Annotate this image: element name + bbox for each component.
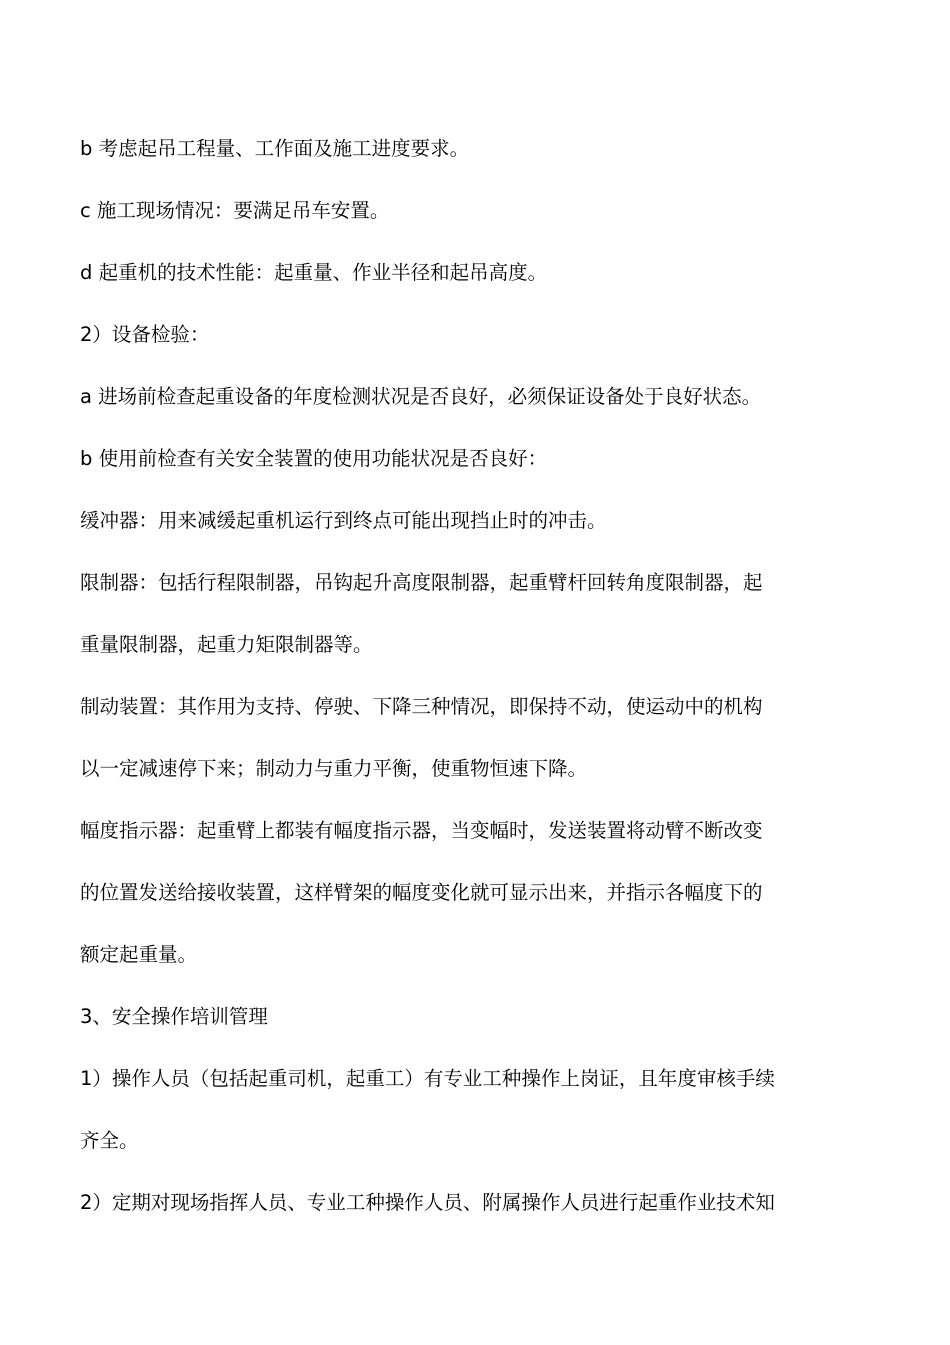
- text-line-indicator-2: 的位置发送给接收装置，这样臂架的幅度变化就可显示出来，并指示各幅度下的: [80, 881, 763, 904]
- text-line-1: b 考虑起吊工程量、工作面及施工进度要求。: [80, 137, 470, 160]
- text-line-training: 2）定期对现场指挥人员、专业工种操作人员、附属操作人员进行起重作业技术知: [80, 1191, 775, 1214]
- text-line-operators-2: 齐全。: [80, 1129, 139, 1152]
- section-heading-equipment-inspection: 2）设备检验：: [80, 323, 210, 346]
- text-line-operators-1: 1）操作人员（包括起重司机，起重工）有专业工种操作上岗证，且年度审核手续: [80, 1067, 775, 1090]
- text-line-indicator-3: 额定起重量。: [80, 943, 198, 966]
- text-line-6: b 使用前检查有关安全装置的使用功能状况是否良好：: [80, 447, 548, 470]
- text-line-5: a 进场前检查起重设备的年度检测状况是否良好，必须保证设备处于良好状态。: [80, 385, 762, 408]
- text-line-indicator-1: 幅度指示器：起重臂上都装有幅度指示器，当变幅时，发送装置将动臂不断改变: [80, 819, 763, 842]
- text-line-limiter-2: 重量限制器，起重力矩限制器等。: [80, 633, 373, 656]
- text-line-3: d 起重机的技术性能：起重量、作业半径和起吊高度。: [80, 261, 548, 284]
- text-line-2: c 施工现场情况：要满足吊车安置。: [80, 199, 390, 222]
- section-heading-safety-training: 3、安全操作培训管理: [80, 1005, 268, 1028]
- text-line-limiter-1: 限制器：包括行程限制器，吊钩起升高度限制器，起重臂杆回转角度限制器，起: [80, 571, 763, 594]
- text-line-brake-2: 以一定减速停下来；制动力与重力平衡，使重物恒速下降。: [80, 757, 588, 780]
- text-line-buffer: 缓冲器：用来减缓起重机运行到终点可能出现挡止时的冲击。: [80, 509, 607, 532]
- text-line-brake-1: 制动装置：其作用为支持、停驶、下降三种情况，即保持不动，使运动中的机构: [80, 695, 763, 718]
